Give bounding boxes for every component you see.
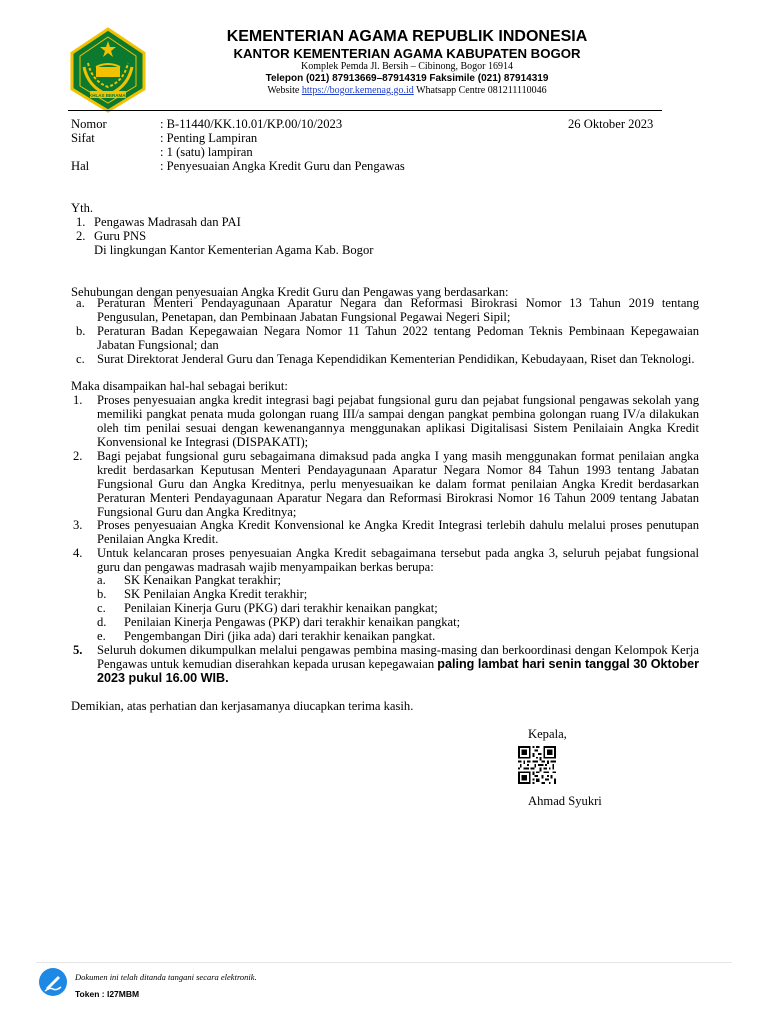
point-item: Proses penyesuaian angka kredit integrasi bagi pejabat fungsional guru dan pejabat fungsional pengawas sekolah yang memiliki pangkat penata muda golongan ruang III/a sampai dengan pangkat pembina golongan ruang IV/a dilakukan oleh tim penilai sesuai dengan kewenangannya menggunakan aplikasi Digitalisasi Sistem Penilaiain Angka Kredit Konvensional ke Integrasi (DISPAKATI);: [97, 393, 699, 449]
basis-letter: b.: [76, 324, 86, 338]
point-number: 1.: [73, 393, 83, 407]
basis-item: Surat Direktorat Jenderal Guru dan Tenaga Kependidikan Kementerian Pendidikan, Kebudayaan, Riset dan Teknologi.: [97, 352, 695, 366]
office-phone: Telepon (021) 87913669–87914319 Faksimile (021) 87914319: [265, 73, 549, 84]
intro-paragraph: Sehubungan dengan penyesuaian Angka Kredit Guru dan Pengawas yang berdasarkan:: [71, 285, 509, 299]
recipient-location: Di lingkungan Kantor Kementerian Agama Kab. Bogor: [94, 243, 374, 257]
deadline-emphasis: paling lambat hari senin tanggal 30 Oktober 2023 pukul 16.00 WIB.: [97, 657, 700, 685]
letterhead: [180, 28, 634, 97]
logo-motto: IKHLAS BERAMAL: [87, 93, 129, 98]
subpoint-letter: b.: [97, 587, 107, 601]
website-label: Website: [267, 85, 300, 96]
point-item: Untuk kelancaran proses penyesuaian Angka Kredit sebagaimana tersebut pada angka 3, seluruh pejabat fungsional guru dan pengawas madrasah wajib menyampaikan berkas berupa:: [97, 546, 699, 574]
subpoint-item: Pengembangan Diri (jika ada) dari terakhir kenaikan pangkat.: [124, 629, 436, 643]
nomor-label: Nomor: [71, 117, 107, 131]
letterhead-divider: [68, 110, 662, 111]
subpoint-item: SK Penilaian Angka Kredit terakhir;: [124, 587, 308, 601]
basis-letter: c.: [76, 352, 85, 366]
subpoint-item: Penilaian Kinerja Pengawas (PKP) dari terakhir kenaikan pangkat;: [124, 615, 461, 629]
office-contact: [180, 85, 634, 97]
point-item-deadline: [97, 643, 699, 685]
e-signature-notice: Dokumen ini telah ditanda tangani secara elektronik.: [75, 972, 257, 982]
kemenag-logo: [68, 27, 148, 113]
basis-item: Peraturan Badan Kepegawaian Negara Nomor 11 Tahun 2022 tentang Pedoman Teknis Pembinaan Kepegawaian Jabatan Fungsional; dan: [97, 324, 699, 352]
point-number: 4.: [73, 546, 83, 560]
sifat-label: Sifat: [71, 131, 95, 145]
whatsapp-contact: Whatsapp Centre 081211110046: [416, 85, 547, 96]
deadline-instruction: Seluruh dokumen dikumpulkan melalui pengawas pembina masing-masing dan berkoordinasi dengan Kelompok Kerja Pengawas untuk kemudian diserahkan kepada urusan kepegawaian: [97, 643, 699, 671]
basis-item: Peraturan Menteri Pendayagunaan Aparatur Negara dan Reformasi Birokrasi Nomor 13 Tahun 2019 tentang Pengusulan, Penetapan, dan Pembinaan Jabatan Fungsional Pegawai Negeri Sipil;: [97, 296, 699, 324]
recipient-item: Guru PNS: [94, 229, 147, 243]
hal-label: Hal: [71, 159, 90, 173]
e-signature-icon: [38, 967, 68, 997]
office-name: KANTOR KEMENTERIAN AGAMA KABUPATEN BOGOR: [233, 46, 581, 61]
point-item: Bagi pejabat fungsional guru sebagaimana dimaksud pada angka I yang masih menggunakan format penilaian angka kredit berdasarkan Keputusan Menteri Pendayagunaan Aparatur Negara Nomor 84 Tahun 1993 tentang Jabatan Fungsional Guru dan Angka Kreditnya, perlu menyesuaikan ke dalam format penilaian Angka Kredit berdasarkan Peraturan Menteri Pendayagunaan Aparatur Negara dan Reformasi Birokrasi Nomor 16 Tahun 2009 tentang Jabatan Fungsional Guru dan Angka Kreditnya;: [97, 449, 699, 519]
letter-date: 26 Oktober 2023: [568, 117, 654, 131]
point-number: 3.: [73, 518, 83, 532]
point-number: 5.: [73, 643, 83, 657]
nomor-value: : B-11440/KK.10.01/KP.00/10/2023: [160, 117, 343, 131]
signatory-title: Kepala,: [528, 727, 567, 741]
lampiran-value: : 1 (satu) lampiran: [160, 145, 253, 159]
subpoint-letter: e.: [97, 629, 106, 643]
point-item: Proses penyesuaian Angka Kredit Konvensional ke Angka Kredit Integrasi terlebih dahulu melalui proses penutupan Penilaian Angka Kredit.: [97, 518, 699, 546]
closing-paragraph: Demikian, atas perhatian dan kerjasamanya diucapkan terima kasih.: [71, 699, 414, 713]
sifat-value: : Penting Lampiran: [160, 131, 258, 145]
subpoint-letter: d.: [97, 615, 107, 629]
website-link[interactable]: https://bogor.kemenag.go.id: [301, 85, 414, 96]
recipient-item: Pengawas Madrasah dan PAI: [94, 215, 241, 229]
basis-letter: a.: [76, 296, 85, 310]
footer-divider: [36, 962, 732, 963]
qr-code-icon: [518, 746, 556, 784]
lead-sentence: Maka disampaikan hal-hal sebagai berikut:: [71, 379, 288, 393]
office-address: Komplek Pemda Jl. Bersih – Cibinong, Bogor 16914: [301, 61, 513, 72]
subpoint-item: SK Kenaikan Pangkat terakhir;: [124, 573, 282, 587]
subpoint-letter: a.: [97, 573, 106, 587]
ministry-name: KEMENTERIAN AGAMA REPUBLIK INDONESIA: [226, 28, 588, 45]
subpoint-item: Penilaian Kinerja Guru (PKG) dari terakhir kenaikan pangkat;: [124, 601, 438, 615]
recipient-number: 2.: [76, 229, 86, 243]
recipient-number: 1.: [76, 215, 86, 229]
salutation: Yth.: [71, 201, 94, 215]
subpoint-letter: c.: [97, 601, 106, 615]
point-number: 2.: [73, 449, 83, 463]
signatory-name: Ahmad Syukri: [528, 794, 602, 808]
verification-token: Token : I27MBM: [75, 989, 140, 999]
hal-value: : Penyesuaian Angka Kredit Guru dan Pengawas: [160, 159, 405, 173]
